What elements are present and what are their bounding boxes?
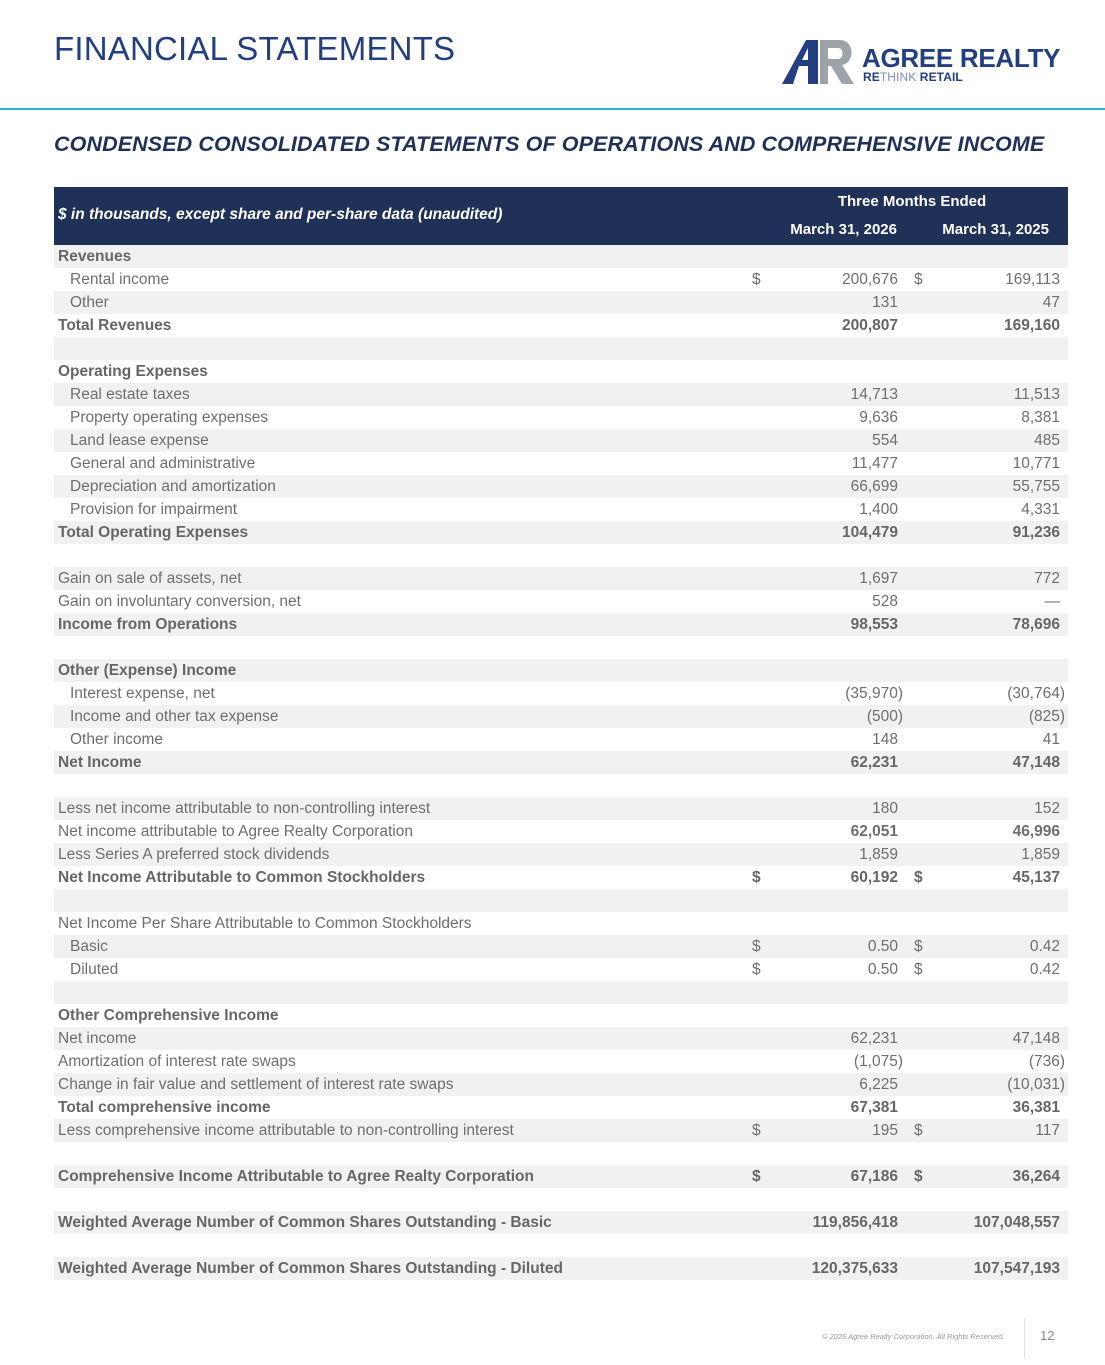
value-current: 120,375,633: [811, 1260, 898, 1277]
row-label: Other (Expense) Income: [58, 662, 237, 679]
row-label: Total Operating Expenses: [58, 524, 249, 541]
table-row: [54, 958, 1068, 981]
row-label: Less comprehensive income attributable to non-controlling interest: [58, 1122, 514, 1139]
value-prior: 41: [1042, 731, 1060, 748]
statement-rows: [54, 245, 1068, 1280]
table-row: [54, 475, 1068, 498]
logo-tagline: [863, 70, 963, 84]
currency-symbol-current: $: [752, 961, 761, 978]
table-row: [54, 452, 1068, 475]
value-current: 148: [872, 731, 898, 748]
row-label: Other: [70, 294, 109, 311]
value-prior: 169,160: [1003, 317, 1060, 334]
table-row: [54, 429, 1068, 452]
value-current: 195: [872, 1122, 898, 1139]
value-current: 200,676: [841, 271, 898, 288]
row-label: Interest expense, net: [70, 685, 215, 702]
row-label: Total comprehensive income: [58, 1099, 271, 1116]
table-row: [54, 1257, 1068, 1280]
value-prior: (825): [1028, 708, 1065, 725]
table-spacer-row: [54, 1234, 1068, 1257]
table-row: [54, 820, 1068, 843]
value-current: 0.50: [867, 938, 898, 955]
table-row: [54, 866, 1068, 889]
row-label: Comprehensive Income Attributable to Agree Realty Corporation: [58, 1168, 534, 1185]
table-spacer-row: [54, 774, 1068, 797]
value-current: 9,636: [859, 409, 898, 426]
table-row: [54, 797, 1068, 820]
value-prior: 8,381: [1021, 409, 1060, 426]
value-prior: 107,547,193: [973, 1260, 1060, 1277]
units-note: $ in thousands, except share and per-share data (unaudited): [58, 206, 503, 223]
value-prior: 55,755: [1012, 478, 1060, 495]
value-current: (1,075): [853, 1053, 903, 1070]
row-label: Weighted Average Number of Common Shares Outstanding - Diluted: [58, 1260, 563, 1277]
table-spacer-row: [54, 981, 1068, 1004]
value-prior: 0.42: [1029, 961, 1060, 978]
value-current: 11,477: [851, 455, 898, 472]
row-label: Gain on involuntary conversion, net: [58, 593, 301, 610]
currency-symbol-current: $: [752, 271, 761, 288]
value-prior: (30,764): [1007, 685, 1065, 702]
value-prior: 36,264: [1012, 1168, 1060, 1185]
table-spacer-row: [54, 337, 1068, 360]
table-row: [54, 751, 1068, 774]
value-prior: 152: [1034, 800, 1060, 817]
row-label: Other Comprehensive Income: [58, 1007, 279, 1024]
tagline-retail: RETAIL: [916, 70, 963, 84]
row-label: Net income attributable to Agree Realty Corporation: [58, 823, 413, 840]
row-label: Diluted: [70, 961, 119, 978]
table-row: [54, 1004, 1068, 1027]
table-row: [54, 314, 1068, 337]
table-row: [54, 1211, 1068, 1234]
currency-symbol-current: $: [752, 1168, 761, 1185]
value-current: 180: [872, 800, 898, 817]
row-label: Less Series A preferred stock dividends: [58, 846, 330, 863]
period-header: Three Months Ended: [837, 193, 987, 210]
value-prior: 47: [1042, 294, 1060, 311]
column-header-prior: March 31, 2025: [942, 221, 1049, 238]
value-current: 1,859: [859, 846, 898, 863]
logo-brand-name: AGREE REALTY: [862, 43, 1061, 73]
value-prior: 10,771: [1012, 455, 1060, 472]
value-current: 1,400: [859, 501, 898, 518]
table-row: [54, 406, 1068, 429]
value-current: 119,856,418: [812, 1214, 898, 1231]
value-prior: 47,148: [1012, 754, 1060, 771]
value-current: 62,231: [850, 754, 898, 771]
table-row: [54, 291, 1068, 314]
page-title: FINANCIAL STATEMENTS: [54, 30, 456, 67]
table-spacer-row: [54, 636, 1068, 659]
table-spacer-row: [54, 1142, 1068, 1165]
table-row: [54, 728, 1068, 751]
value-prior: 1,859: [1021, 846, 1060, 863]
value-current: 98,553: [850, 616, 898, 633]
row-label: Provision for impairment: [70, 501, 238, 518]
value-current: 6,225: [859, 1076, 898, 1093]
value-prior: 46,996: [1012, 823, 1060, 840]
header-divider: [0, 108, 1105, 110]
table-spacer-row: [54, 889, 1068, 912]
value-prior: 91,236: [1012, 524, 1060, 541]
table-row: [54, 360, 1068, 383]
value-current: 67,186: [850, 1168, 898, 1185]
row-label: Basic: [70, 938, 108, 955]
table-row: [54, 843, 1068, 866]
row-label: Income and other tax expense: [70, 708, 279, 725]
value-prior: (736): [1028, 1053, 1065, 1070]
currency-symbol-current: $: [752, 869, 761, 886]
value-current: (500): [866, 708, 903, 725]
row-label: Other income: [70, 731, 164, 748]
row-label: Weighted Average Number of Common Shares Outstanding - Basic: [58, 1214, 552, 1231]
table-row: [54, 659, 1068, 682]
currency-symbol-prior: $: [914, 1122, 923, 1139]
table-row: [54, 498, 1068, 521]
value-prior: 36,381: [1012, 1099, 1060, 1116]
table-spacer-row: [54, 1188, 1068, 1211]
table-row: [54, 705, 1068, 728]
currency-symbol-prior: $: [914, 1168, 923, 1185]
value-prior: 107,048,557: [973, 1214, 1060, 1231]
table-header: [54, 187, 1068, 245]
table-row: [54, 268, 1068, 291]
table-row: [54, 1073, 1068, 1096]
value-current: 0.50: [867, 961, 898, 978]
value-prior: 485: [1034, 432, 1060, 449]
tagline-re: RE: [863, 70, 880, 84]
ar-monogram-icon: [782, 40, 860, 84]
row-label: Revenues: [58, 248, 132, 265]
table-row: [54, 590, 1068, 613]
value-current: 1,697: [859, 570, 898, 587]
row-label: Property operating expenses: [70, 409, 269, 426]
row-label: Less net income attributable to non-controlling interest: [58, 800, 431, 817]
table-row: [54, 383, 1068, 406]
row-label: Net Income: [58, 754, 142, 771]
value-current: 131: [872, 294, 898, 311]
row-label: Total Revenues: [58, 317, 172, 334]
section-title: CONDENSED CONSOLIDATED STATEMENTS OF OPERATIONS AND COMPREHENSIVE INCOME: [54, 132, 1045, 156]
value-prior: 117: [1035, 1122, 1060, 1139]
row-label: Net Income Attributable to Common Stockholders: [58, 869, 426, 886]
row-label: Depreciation and amortization: [70, 478, 276, 495]
company-logo: [782, 40, 1062, 86]
value-prior: —: [1044, 593, 1060, 610]
value-prior: 772: [1034, 570, 1060, 587]
value-current: 200,807: [841, 317, 898, 334]
value-prior: 0.42: [1029, 938, 1060, 955]
row-label: Rental income: [70, 271, 170, 288]
row-label: General and administrative: [70, 455, 256, 472]
row-label: Income from Operations: [58, 616, 238, 633]
currency-symbol-prior: $: [914, 271, 923, 288]
table-row: [54, 1119, 1068, 1142]
value-current: 528: [872, 593, 898, 610]
value-prior: (10,031): [1007, 1076, 1065, 1093]
value-current: 104,479: [841, 524, 898, 541]
table-row: [54, 521, 1068, 544]
table-row: [54, 245, 1068, 268]
tagline-think: THINK: [879, 70, 917, 84]
table-row: [54, 1096, 1068, 1119]
row-label: Operating Expenses: [58, 363, 208, 380]
value-prior: 169,113: [1005, 271, 1060, 288]
footer-copyright: © 2026 Agree Realty Corporation. All Rights Reserved.: [822, 1332, 1005, 1341]
value-current: 554: [872, 432, 898, 449]
row-label: Net income: [58, 1030, 137, 1047]
table-row: [54, 613, 1068, 636]
row-label: Real estate taxes: [70, 386, 190, 403]
row-label: Gain on sale of assets, net: [58, 570, 242, 587]
footer-divider: [1024, 1318, 1025, 1358]
value-current: 67,381: [850, 1099, 898, 1116]
table-row: [54, 1027, 1068, 1050]
row-label: Change in fair value and settlement of interest rate swaps: [58, 1076, 454, 1093]
table-row: [54, 1165, 1068, 1188]
table-row: [54, 912, 1068, 935]
value-current: (35,970): [845, 685, 903, 702]
value-prior: 47,148: [1012, 1030, 1060, 1047]
value-prior: 45,137: [1012, 869, 1060, 886]
row-label: Land lease expense: [70, 432, 209, 449]
row-label: Amortization of interest rate swaps: [58, 1053, 296, 1070]
table-spacer-row: [54, 544, 1068, 567]
value-current: 60,192: [850, 869, 898, 886]
table-row: [54, 935, 1068, 958]
column-header-current: March 31, 2026: [790, 221, 897, 238]
value-current: 62,051: [850, 823, 898, 840]
page-number: 12: [1040, 1328, 1055, 1343]
currency-symbol-prior: $: [914, 938, 923, 955]
currency-symbol-prior: $: [914, 869, 923, 886]
value-prior: 78,696: [1012, 616, 1060, 633]
row-label: Net Income Per Share Attributable to Common Stockholders: [58, 915, 472, 932]
value-current: 14,713: [850, 386, 898, 403]
value-prior: 11,513: [1013, 386, 1060, 403]
table-row: [54, 1050, 1068, 1073]
table-row: [54, 567, 1068, 590]
table-row: [54, 682, 1068, 705]
value-current: 62,231: [850, 1030, 898, 1047]
currency-symbol-current: $: [752, 938, 761, 955]
value-current: 66,699: [850, 478, 898, 495]
value-prior: 4,331: [1021, 501, 1060, 518]
currency-symbol-current: $: [752, 1122, 761, 1139]
currency-symbol-prior: $: [914, 961, 923, 978]
